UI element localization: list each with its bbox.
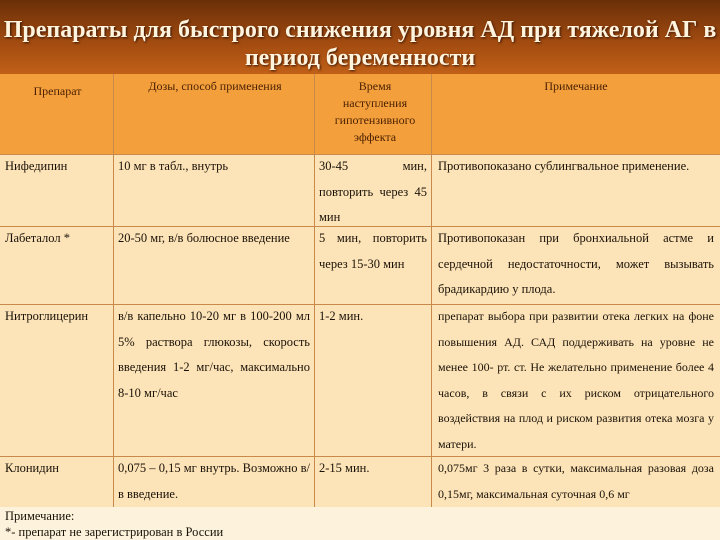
cell-drug: Нитроглицерин [5,309,89,323]
cell-time: 30-45 мин, повторить через 45 мин [319,159,427,224]
cell-note: 0,075мг 3 раза в сутки, максимальная разовая доза 0,15мг, максимальная суточная 0,6 мг [438,461,714,501]
header-note: Примечание [544,79,608,93]
table-row [0,304,720,456]
header-drug: Препарат [33,84,82,98]
cell-dose: 10 мг в табл., внутрь [118,159,229,173]
cell-drug: Нифедипин [5,159,68,173]
cell-time: 2-15 мин. [319,461,370,475]
cell-note: Противопоказано сублингвальное применение. [438,159,690,173]
header-dose: Дозы, способ применения [148,79,282,93]
cell-drug: Клонидин [5,461,59,475]
cell-time: 1-2 мин. [319,309,364,323]
cell-dose: 0,075 – 0,15 мг внутрь. Возможно в/в введение. [118,461,310,501]
title-bar [0,0,720,74]
table-divider [0,304,720,305]
table-row [0,226,720,304]
cell-drug: Лабеталол * [5,231,70,245]
table-body [0,154,720,507]
cell-note: Противопоказан при бронхиальной астме и сердечной недостаточности, может вызывать брадикардию у плода. [438,231,714,296]
cell-dose: 20-50 мг, в/в болюсное введение [118,231,290,245]
table-divider [0,226,720,227]
cell-dose: в/в капельно 10-20 мг в 100-200 мл 5% раствора глюкозы, скорость введения 1-2 мг/час, максимально 8-10 мг/час [118,309,310,400]
table-divider [0,154,720,155]
table-row [0,154,720,226]
table-divider [431,74,432,507]
cell-time: 5 мин, повторить через 15-30 мин [319,231,427,271]
table-header-row [0,74,720,154]
slide-title: Препараты для быстрого снижения уровня АД при тяжелой АГ в период беременности [3,17,717,71]
table-divider [0,456,720,457]
table-divider [113,74,114,507]
table-row [0,456,720,507]
footnote [0,507,720,540]
cell-note: препарат выбора при развитии отека легких на фоне повышения АД. САД поддерживать на уровне не менее 100- рт. ст. Не желательно применение более 4 часов, в связи с их риском отрицательного воздействия на плод и риском развития отека мозга у матери. [438,309,714,451]
footnote-text: *- препарат не зарегистрирован в России [5,525,224,539]
footnote-label: Примечание: [5,509,75,523]
header-time: Время наступления гипотензивного эффекта [334,79,416,144]
table-divider [314,74,315,507]
